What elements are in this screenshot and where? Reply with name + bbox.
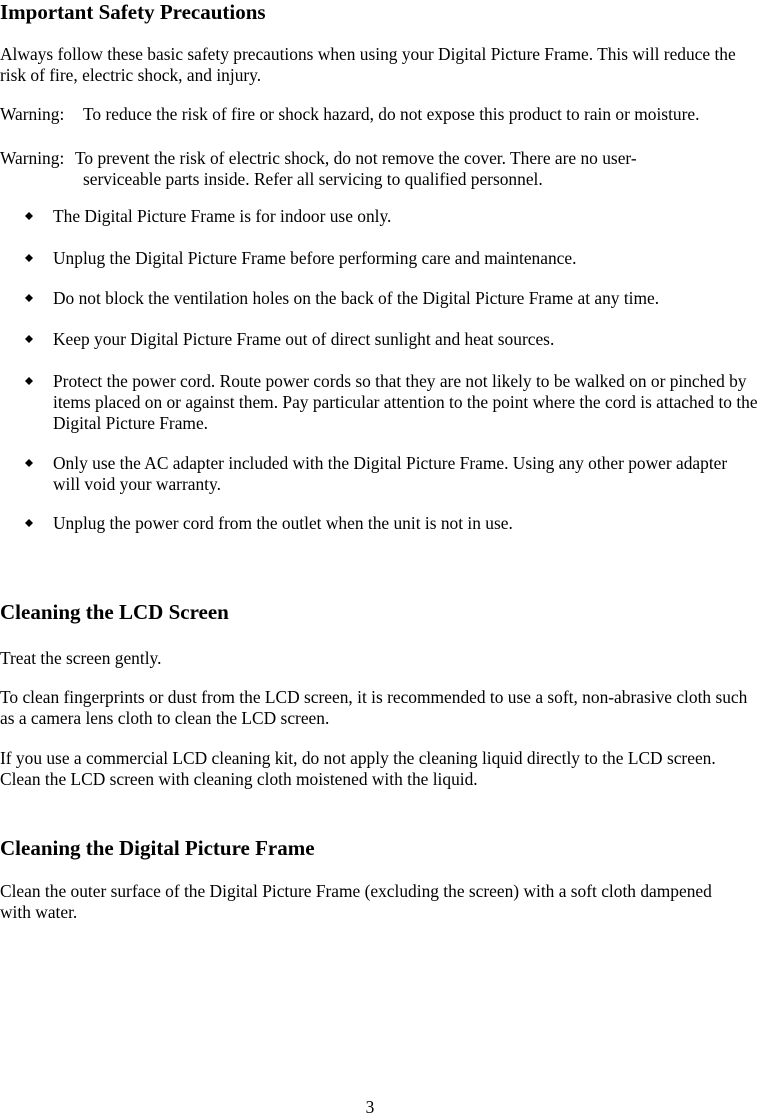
lcd-title: Cleaning the LCD Screen [0, 600, 229, 624]
list-item-text: Unplug the power cord from the outlet when the unit is not in use. [53, 513, 513, 533]
diamond-bullet-icon [25, 519, 33, 527]
warning-text: To reduce the risk of fire or shock hazard, do not expose this product to rain or moisture. [83, 104, 700, 124]
warning-label: Warning: [0, 148, 65, 168]
warning-text: To prevent the risk of electric shock, do not remove the cover. There are no user- [75, 148, 637, 168]
lcd-paragraph: If you use a commercial LCD cleaning kit, do not apply the cleaning liquid directly to the LCD screen. Clean the LCD screen with cleaning cloth moistened with the liquid. [0, 748, 716, 789]
diamond-bullet-icon [25, 335, 33, 343]
list-item-text: Unplug the Digital Picture Frame before performing care and maintenance. [53, 248, 577, 268]
warning-text-continued: serviceable parts inside. Refer all servicing to qualified personnel. [83, 169, 543, 189]
warning-2 [0, 148, 766, 190]
list-item-text: The Digital Picture Frame is for indoor use only. [53, 206, 392, 226]
list-item-text: Keep your Digital Picture Frame out of direct sunlight and heat sources. [53, 329, 555, 349]
safety-title: Important Safety Precautions [0, 0, 266, 24]
frame-paragraph: Clean the outer surface of the Digital Picture Frame (excluding the screen) with a soft cloth dampened with water. [0, 881, 712, 922]
diamond-bullet-icon [25, 254, 33, 262]
diamond-bullet-icon [25, 212, 33, 220]
safety-intro: Always follow these basic safety precautions when using your Digital Picture Frame. This will reduce the risk of fire, electric shock, and injury. [0, 44, 736, 85]
lcd-paragraph: To clean fingerprints or dust from the LCD screen, it is recommended to use a soft, non-abrasive cloth such as a camera lens cloth to clean the LCD screen. [0, 687, 748, 728]
lcd-paragraph: Treat the screen gently. [0, 648, 162, 668]
list-item-text: Only use the AC adapter included with the Digital Picture Frame. Using any other power adapter will void your warranty. [53, 453, 728, 494]
diamond-bullet-icon [25, 459, 33, 467]
warning-1 [0, 104, 766, 125]
list-item-text: Protect the power cord. Route power cords so that they are not likely to be walked on or pinched by items placed on or against them. Pay particular attention to the point where the cord is attached to the Digital Picture Frame. [53, 371, 758, 433]
diamond-bullet-icon [25, 294, 33, 302]
list-item-text: Do not block the ventilation holes on the back of the Digital Picture Frame at any time. [53, 288, 660, 308]
warning-label: Warning: [0, 104, 65, 124]
page-number: 3 [365, 1097, 375, 1117]
frame-title: Cleaning the Digital Picture Frame [0, 836, 315, 860]
diamond-bullet-icon [25, 377, 33, 385]
